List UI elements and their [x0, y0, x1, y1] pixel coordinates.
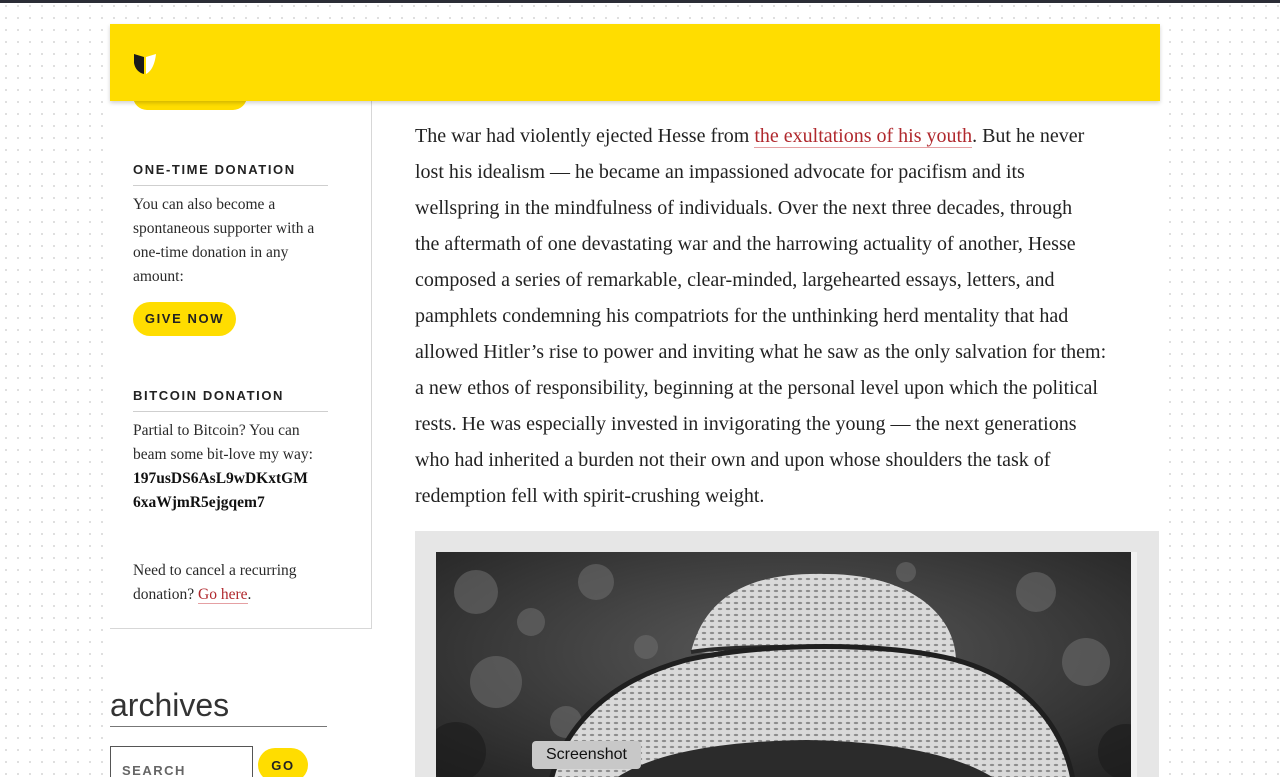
- article-line: wellspring in the mindfulness of individuals. Over the next three decades, through: [415, 197, 1073, 219]
- give-now-button[interactable]: GIVE NOW: [133, 302, 236, 336]
- cancel-donation-prompt: Need to cancel a recurring donation?: [133, 562, 297, 603]
- top-rule: [0, 0, 1280, 3]
- bitcoin-donation-description: Partial to Bitcoin? You can beam some bit-love my way:: [133, 422, 313, 463]
- cancel-donation-text: [133, 559, 329, 607]
- article-line: redemption fell with spirit-crushing weight.: [415, 485, 765, 507]
- article-line: rests. He was especially invested in invigorating the young — the next generations: [415, 413, 1077, 435]
- cancel-donation-link[interactable]: Go here: [198, 586, 248, 603]
- article-line: a new ethos of responsibility, beginning at the personal level upon which the political: [415, 377, 1098, 399]
- screenshot-tooltip: Screenshot: [532, 741, 641, 769]
- article-text: . But he never: [972, 125, 1085, 147]
- logo-shield-icon: [133, 52, 157, 76]
- article-line: composed a series of remarkable, clear-minded, largehearted essays, letters, and: [415, 269, 1055, 291]
- article-line: the aftermath of one devastating war and the harrowing actuality of another, Hesse: [415, 233, 1076, 255]
- archive-go-button[interactable]: GO: [258, 748, 308, 777]
- bitcoin-donation-text: [133, 419, 329, 515]
- article-paragraph: [415, 118, 1160, 514]
- article-line: [415, 118, 1160, 154]
- one-time-donation-text: You can also become a spontaneous supporter with a one-time donation in any amount:: [133, 196, 315, 285]
- exultations-link[interactable]: the exultations of his youth: [754, 125, 973, 147]
- bitcoin-donation-heading: BITCOIN DONATION: [133, 388, 328, 412]
- article-body: [415, 118, 1160, 514]
- bitcoin-address-line-2: 6xaWjmR5ejgqem7: [133, 494, 265, 511]
- article-line: lost his idealism — he became an impassioned advocate for pacifism and its: [415, 161, 1025, 183]
- article-line: allowed Hitler’s rise to power and inviting what he saw as the only salvation for them:: [415, 341, 1107, 363]
- site-header: [110, 24, 1160, 101]
- article-line: pamphlets condemning his compatriots for the unthinking herd mentality that had: [415, 305, 1069, 327]
- site-logo-icon[interactable]: [133, 52, 157, 76]
- archive-search-input[interactable]: [110, 746, 253, 777]
- article-text: The war had violently ejected Hesse from: [415, 125, 755, 147]
- archives-heading: archives: [110, 686, 327, 727]
- bitcoin-address-line-1: 197usDS6AsL9wDKxtGM: [133, 470, 308, 487]
- one-time-donation-heading: ONE-TIME DONATION: [133, 162, 328, 186]
- donation-sidebar: [110, 101, 372, 629]
- cancel-donation-suffix: .: [247, 586, 252, 603]
- article-line: who had inherited a burden not their own and upon whose shoulders the task of: [415, 449, 1051, 471]
- article-figure: [415, 531, 1159, 777]
